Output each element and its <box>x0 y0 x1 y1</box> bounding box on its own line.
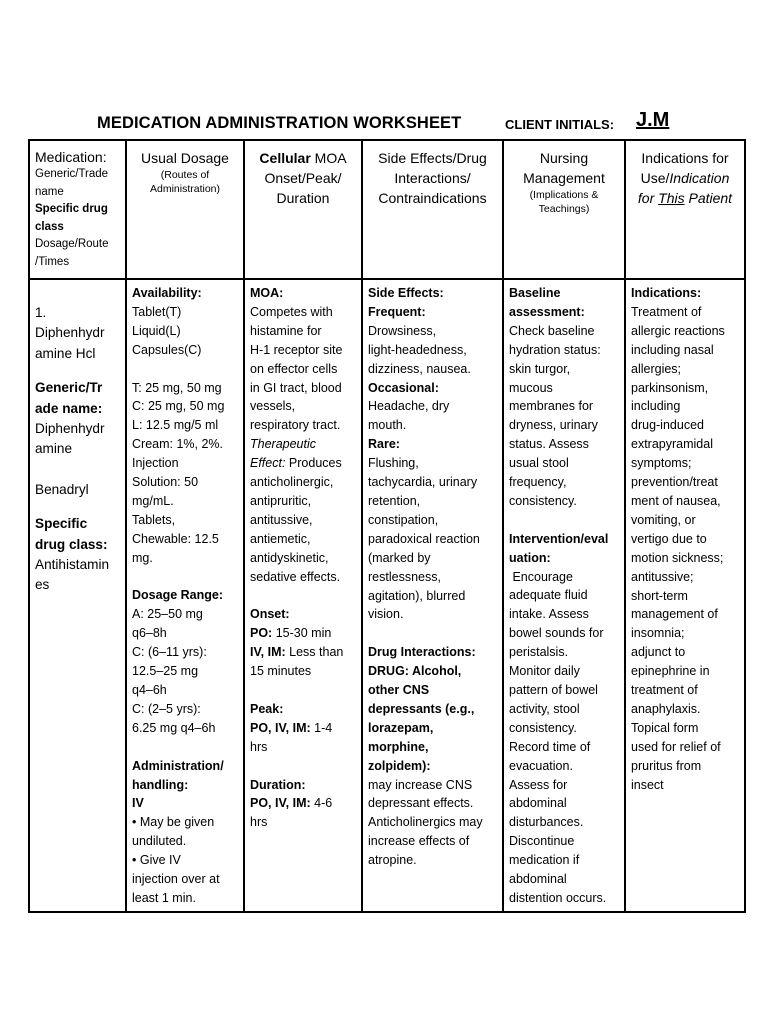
header-text: Generic/Trade <box>35 168 109 180</box>
nursing-line: status. Assess <box>509 437 589 452</box>
baseline-label: assessment: <box>509 304 585 319</box>
drug-interaction-bold: morphine, <box>368 739 429 754</box>
dosage-range-label: Dosage Range: <box>132 588 223 603</box>
cell-side-effects <box>362 279 503 912</box>
indication-line: insomnia; <box>631 626 685 641</box>
dose-line: mg/mL. <box>132 493 174 508</box>
administration-line: • May be given <box>132 815 215 830</box>
header-text: Indications for <box>641 150 729 166</box>
administration-line: • Give IV <box>132 853 181 868</box>
indication-line: extrapyramidal <box>631 437 713 452</box>
header-text <box>245 148 361 168</box>
header-text: Contraindications <box>378 190 487 206</box>
nursing-line: bowel sounds for <box>509 626 604 641</box>
indication-line: adjunct to <box>631 645 686 660</box>
dose-line: Injection <box>132 456 179 471</box>
side-effect-line: (marked by <box>368 550 431 565</box>
moa-line: Competes with <box>250 304 333 319</box>
dose-line: Tablets, <box>132 512 176 527</box>
nursing-line: adequate fluid <box>509 588 588 603</box>
drug-class-label: drug class: <box>35 536 108 552</box>
therapeutic-effect-label: Therapeutic <box>250 437 317 452</box>
header-text: Side Effects/Drug <box>378 150 487 166</box>
dose-line: mg. <box>132 550 153 565</box>
nursing-line: skin turgor, <box>509 361 571 376</box>
header-text: MOA <box>310 150 347 166</box>
drug-interaction-line: atropine. <box>368 853 417 868</box>
duration-value: hrs <box>250 815 268 830</box>
route-label: IV, IM: <box>250 645 286 660</box>
dose-line: L: 12.5 mg/5 ml <box>132 418 219 433</box>
effect-line: antidyskinetic, <box>250 550 329 565</box>
drug-interactions-label: Drug Interactions: <box>368 645 476 660</box>
worksheet-title: MEDICATION ADMINISTRATION WORKSHEET <box>97 114 462 132</box>
nursing-line: intake. Assess <box>509 607 589 622</box>
indication-line: ment of nausea, <box>631 493 721 508</box>
indication-line: motion sickness; <box>631 550 724 565</box>
route-label: PO: <box>250 626 273 641</box>
cell-nursing-management <box>503 279 625 912</box>
onset-value: Less than <box>285 645 344 660</box>
drug-interaction-bold: other CNS <box>368 683 430 698</box>
header-text: Interactions/ <box>394 170 471 186</box>
dosage-range-line: q4–6h <box>132 683 167 697</box>
effect-line: antipruritic, <box>250 493 312 508</box>
header-text: Nursing <box>539 150 589 166</box>
indication-line: drug-induced <box>631 418 704 433</box>
side-effect-line: paradoxical reaction <box>368 531 480 546</box>
indication-line: short-term <box>631 588 688 603</box>
nursing-line: abdominal <box>509 796 567 811</box>
side-effects-label: Side Effects: <box>368 286 444 300</box>
header-text: Medication: <box>35 149 107 165</box>
nursing-line: consistency. <box>509 720 577 735</box>
moa-line: in GI tract, blood <box>250 380 342 395</box>
nursing-line: peristalsis. <box>509 645 569 660</box>
availability-line: Tablet(T) <box>132 304 182 319</box>
indication-line: parkinsonism, <box>631 380 709 395</box>
drug-interaction-bold: depressants (e.g., <box>368 701 475 716</box>
dosage-range-line: 12.5–25 mg <box>132 664 199 679</box>
drug-class: es <box>35 577 50 593</box>
drug-class-label: Specific <box>35 516 88 532</box>
medication-name: amine Hcl <box>35 345 96 361</box>
side-effect-line: Headache, dry <box>368 399 450 414</box>
header-text: class <box>35 220 64 233</box>
effect-line: sedative effects. <box>250 569 341 584</box>
nursing-line: Encourage <box>509 569 573 584</box>
header-text <box>626 168 744 188</box>
dosage-range-line: 6.25 mg q4–6h <box>132 720 216 735</box>
dose-line: T: 25 mg, 50 mg <box>132 380 222 395</box>
route-label: PO, IV, IM: <box>250 720 311 735</box>
header-row <box>29 140 745 279</box>
moa-line: histamine for <box>250 323 322 338</box>
cell-medication <box>29 279 126 912</box>
generic-name: Diphenhydr <box>35 421 105 437</box>
header-underlined-text: This <box>658 190 685 206</box>
indication-line: anaphylaxis. <box>631 701 701 716</box>
moa-line: Produces <box>285 456 342 471</box>
header-bold-text: Cellular <box>259 150 311 166</box>
indication-line: pruritus from <box>631 758 702 773</box>
header-text: Duration <box>276 190 330 206</box>
side-effect-line: constipation, <box>368 512 439 527</box>
cell-moa <box>244 279 362 912</box>
peak-value: 1-4 <box>310 720 333 735</box>
generic-trade-label: Generic/Tr <box>35 380 103 396</box>
indication-line: vomiting, or <box>631 512 696 527</box>
indication-line: used for relief of <box>631 739 721 754</box>
onset-value: 15-30 min <box>272 626 332 641</box>
header-italic-text: Patient <box>684 190 733 206</box>
header-text: name <box>35 185 64 198</box>
medication-number: 1. <box>35 305 47 320</box>
header-italic-text: Indication <box>669 170 730 186</box>
indication-line: allergies; <box>631 361 682 376</box>
header-italic-text: for <box>637 190 659 206</box>
indication-line: vertigo due to <box>631 531 707 546</box>
indication-line: including nasal <box>631 342 714 357</box>
nursing-line: consistency. <box>509 493 577 508</box>
nursing-line: dryness, urinary <box>509 418 598 433</box>
nursing-line: Record time of <box>509 739 591 754</box>
moa-line: vessels, <box>250 399 296 414</box>
nursing-line: Assess for <box>509 777 568 792</box>
moa-label: MOA: <box>250 286 284 300</box>
moa-line: H-1 receptor site <box>250 342 343 357</box>
nursing-line: Monitor daily <box>509 664 580 679</box>
nursing-line: distention occurs. <box>509 890 607 905</box>
dosage-range-line: C: (2–5 yrs): <box>132 701 201 716</box>
indication-line: antitussive; <box>631 569 694 584</box>
indication-line: treatment of <box>631 683 698 698</box>
side-effect-line: Drowsiness, <box>368 323 437 338</box>
frequent-label: Frequent: <box>368 304 426 319</box>
generic-trade-label: ade name: <box>35 400 103 416</box>
drug-interaction-bold: zolpidem): <box>368 758 431 773</box>
nursing-line: medication if <box>509 853 580 868</box>
availability-label: Availability: <box>132 286 202 300</box>
medication-row <box>29 279 745 912</box>
indication-line: including <box>631 399 681 414</box>
header-text: Administration) <box>149 183 221 195</box>
moa-line: respiratory tract. <box>250 418 341 433</box>
header-text: Usual Dosage <box>141 150 229 166</box>
moa-line: on effector cells <box>250 361 338 376</box>
intervention-label: uation: <box>509 550 551 565</box>
header-text: Teachings) <box>538 203 590 215</box>
side-effect-line: retention, <box>368 493 421 508</box>
onset-value: 15 minutes <box>250 664 312 679</box>
nursing-line: hydration status: <box>509 342 601 357</box>
header-text: (Implications & <box>529 189 599 201</box>
peak-value: hrs <box>250 739 268 754</box>
side-effect-line: mouth. <box>368 418 407 433</box>
nursing-line: usual stool <box>509 456 569 471</box>
header-usual-dosage <box>126 140 244 279</box>
side-effect-line: agitation), blurred <box>368 588 466 603</box>
administration-label: handling: <box>132 777 189 792</box>
side-effect-line: light-headedness, <box>368 342 467 357</box>
effect-line: antiemetic, <box>250 531 311 546</box>
side-effect-line: tachycardia, urinary <box>368 475 478 490</box>
dose-line: Solution: 50 <box>132 475 199 490</box>
peak-label: Peak: <box>250 701 284 716</box>
header-text: Management <box>523 170 605 186</box>
administration-label: Administration/ <box>132 758 224 773</box>
header-nursing-management <box>503 140 625 279</box>
header-text: Use/ <box>640 170 670 186</box>
header-text: Onset/Peak/ <box>264 170 342 186</box>
client-initials-value: J.M <box>636 109 670 131</box>
availability-line: Capsules(C) <box>132 342 202 357</box>
drug-interaction-line: depressant effects. <box>368 796 474 811</box>
side-effect-line: restlessness, <box>368 569 441 584</box>
nursing-line: evacuation. <box>509 758 573 773</box>
header-text: (Routes of <box>160 169 210 181</box>
availability-line: Liquid(L) <box>132 323 181 338</box>
header-medication <box>29 140 126 279</box>
dose-line: Cream: 1%, 2%. <box>132 437 224 452</box>
indication-line: Treatment of <box>631 304 702 319</box>
nursing-line: mucous <box>509 380 553 395</box>
dosage-range-line: q6–8h <box>132 626 167 641</box>
iv-label: IV <box>132 796 144 811</box>
indication-line: allergic reactions <box>631 323 725 338</box>
generic-name: amine <box>35 441 73 457</box>
nursing-line: Discontinue <box>509 834 575 849</box>
indication-line: prevention/treat <box>631 475 718 490</box>
administration-line: least 1 min. <box>132 890 196 905</box>
drug-interaction-bold: DRUG: Alcohol, <box>368 664 462 679</box>
drug-interaction-line: increase effects of <box>368 834 470 849</box>
duration-label: Duration: <box>250 777 306 792</box>
drug-interaction-bold: lorazepam, <box>368 720 434 735</box>
cell-dosage <box>126 279 244 912</box>
medication-name: Diphenhydr <box>35 325 105 341</box>
indication-line: management of <box>631 607 718 622</box>
header-text <box>626 188 744 208</box>
rare-label: Rare: <box>368 437 400 452</box>
intervention-label: Intervention/eval <box>509 531 609 546</box>
indication-line: symptoms; <box>631 456 692 471</box>
header-moa <box>244 140 362 279</box>
header-indications <box>625 140 745 279</box>
nursing-line: frequency, <box>509 475 567 490</box>
medication-worksheet-table <box>28 139 746 913</box>
effect-line: anticholinergic, <box>250 475 334 490</box>
route-label: PO, IV, IM: <box>250 796 311 811</box>
nursing-line: disturbances. <box>509 815 584 830</box>
nursing-line: Check baseline <box>509 323 595 338</box>
header-text: /Times <box>35 255 70 268</box>
administration-line: injection over at <box>132 872 220 887</box>
dose-line: Chewable: 12.5 <box>132 531 219 546</box>
drug-interaction-line: Anticholinergics may <box>368 815 483 830</box>
nursing-line: pattern of bowel <box>509 683 598 698</box>
administration-line: undiluted. <box>132 834 187 849</box>
drug-interaction-line: may increase CNS <box>368 777 473 792</box>
header-side-effects <box>362 140 503 279</box>
nursing-line: membranes for <box>509 399 594 414</box>
worksheet-header <box>0 109 768 142</box>
onset-label: Onset: <box>250 607 290 622</box>
side-effect-line: Flushing, <box>368 456 419 471</box>
dosage-range-line: A: 25–50 mg <box>132 607 203 622</box>
duration-value: 4-6 <box>310 796 333 811</box>
dosage-range-line: C: (6–11 yrs): <box>132 645 207 660</box>
indication-line: epinephrine in <box>631 664 710 679</box>
nursing-line: abdominal <box>509 872 567 887</box>
therapeutic-effect-label: Effect: <box>250 456 286 471</box>
indication-line: Topical form <box>631 720 699 735</box>
trade-name: Benadryl <box>35 481 89 497</box>
dose-line: C: 25 mg, 50 mg <box>132 399 225 414</box>
header-text: Specific drug <box>35 203 108 215</box>
effect-line: antitussive, <box>250 512 313 527</box>
indication-line: insect <box>631 777 664 792</box>
side-effect-line: vision. <box>368 607 404 622</box>
nursing-line: activity, stool <box>509 701 580 716</box>
baseline-label: Baseline <box>509 286 561 300</box>
indications-label: Indications: <box>631 286 702 300</box>
header-text: Dosage/Route <box>35 238 109 250</box>
side-effect-line: dizziness, nausea. <box>368 361 471 376</box>
occasional-label: Occasional: <box>368 380 439 395</box>
cell-indications <box>625 279 745 912</box>
client-initials-label: CLIENT INITIALS: <box>505 117 615 132</box>
drug-class: Antihistamin <box>35 557 110 573</box>
